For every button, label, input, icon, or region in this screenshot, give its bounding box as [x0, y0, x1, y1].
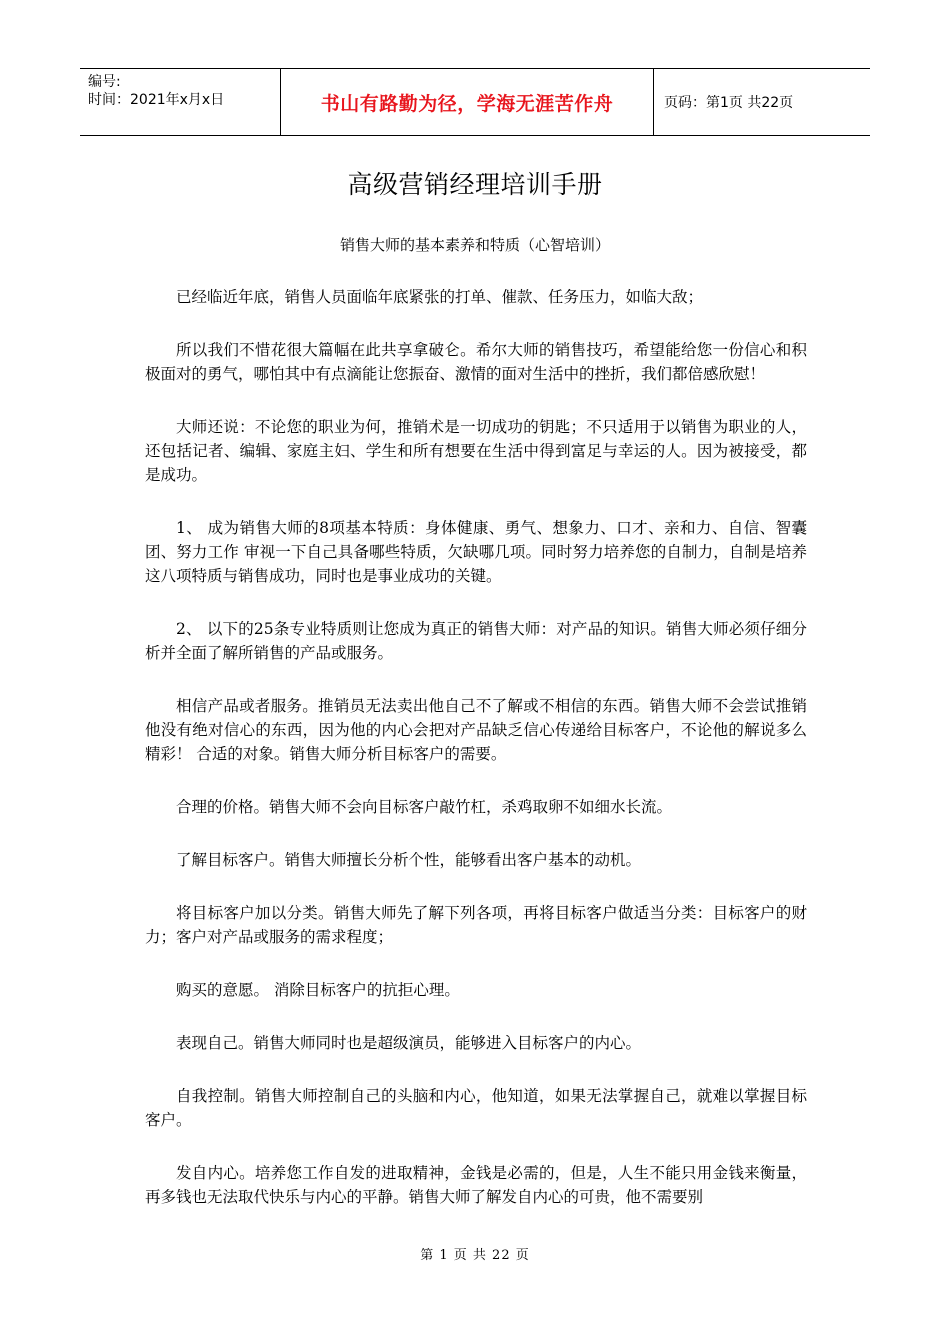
paragraph: 了解目标客户。销售大师擅长分析个性，能够看出客户基本的动机。 — [176, 851, 642, 869]
paragraph: 合理的价格。销售大师不会向目标客户敲竹杠，杀鸡取卵不如细水长流。 — [176, 798, 673, 816]
paragraph: 表现自己。销售大师同时也是超级演员，能够进入目标客户的内心。 — [176, 1034, 642, 1052]
header-page-info: 页码：第1页 共22页 — [664, 95, 794, 111]
document-title: 高级营销经理培训手册 — [347, 170, 603, 199]
header-meta-cell — [80, 69, 281, 135]
paragraph: 2、 以下的25条专业特质则让您成为真正的销售大师：对产品的知识。销售大师必须仔细分析并全面了解所销售的产品或服务。 — [145, 620, 807, 662]
paragraph: 大师还说：不论您的职业为何，推销术是一切成功的钥匙；不只适用于以销售为职业的人，还包括记者、编辑、家庭主妇、学生和所有想要在生活中得到富足与幸运的人。因为被接受，都是成功。 — [145, 418, 807, 484]
paragraph: 发自内心。培养您工作自发的进取精神，金钱是必需的，但是，人生不能只用金钱来衡量，再多钱也无法取代快乐与内心的平静。销售大师了解发自内心的可贵，他不需要别 — [145, 1164, 807, 1206]
paragraph: 自我控制。销售大师控制自己的头脑和内心，他知道，如果无法掌握自己，就难以掌握目标客户。 — [145, 1087, 807, 1129]
header-table — [80, 68, 870, 136]
document-number-label: 编号: — [88, 74, 121, 90]
paragraph: 所以我们不惜花很大篇幅在此共享拿破仑。希尔大师的销售技巧，希望能给您一份信心和积极面对的勇气，哪怕其中有点滴能让您振奋、激情的面对生活中的挫折，我们都倍感欣慰！ — [145, 341, 807, 383]
page-footer: 第 1 页 共 22 页 — [420, 1248, 530, 1263]
header-motto: 书山有路勤为径，学海无涯苦作舟 — [281, 69, 654, 135]
paragraph: 购买的意愿。 消除目标客户的抗拒心理。 — [176, 981, 460, 999]
paragraph: 1、 成为销售大师的8项基本特质：身体健康、勇气、想象力、口才、亲和力、自信、智囊团、努力工作 审视一下自己具备哪些特质，欠缺哪几项。同时努力培养您的自制力，自制是培养这八项特质与销售成功，同时也是事业成功的关键。 — [145, 519, 807, 585]
document-subtitle: 销售大师的基本素养和特质（心智培训） — [339, 236, 610, 254]
document-date-label: 时间：2021年x月x日 — [88, 92, 225, 108]
paragraph: 相信产品或者服务。推销员无法卖出他自己不了解或不相信的东西。销售大师不会尝试推销他没有绝对信心的东西，因为他的内心会把对产品缺乏信心传递给目标客户，不论他的解说多么精彩！ 合适的对象。销售大师分析目标客户的需要。 — [145, 697, 807, 763]
document-body — [145, 285, 807, 1238]
paragraph: 已经临近年底，销售人员面临年底紧张的打单、催款、任务压力，如临大敌； — [176, 288, 704, 306]
paragraph: 将目标客户加以分类。销售大师先了解下列各项，再将目标客户做适当分类：目标客户的财力；客户对产品或服务的需求程度； — [145, 904, 807, 946]
